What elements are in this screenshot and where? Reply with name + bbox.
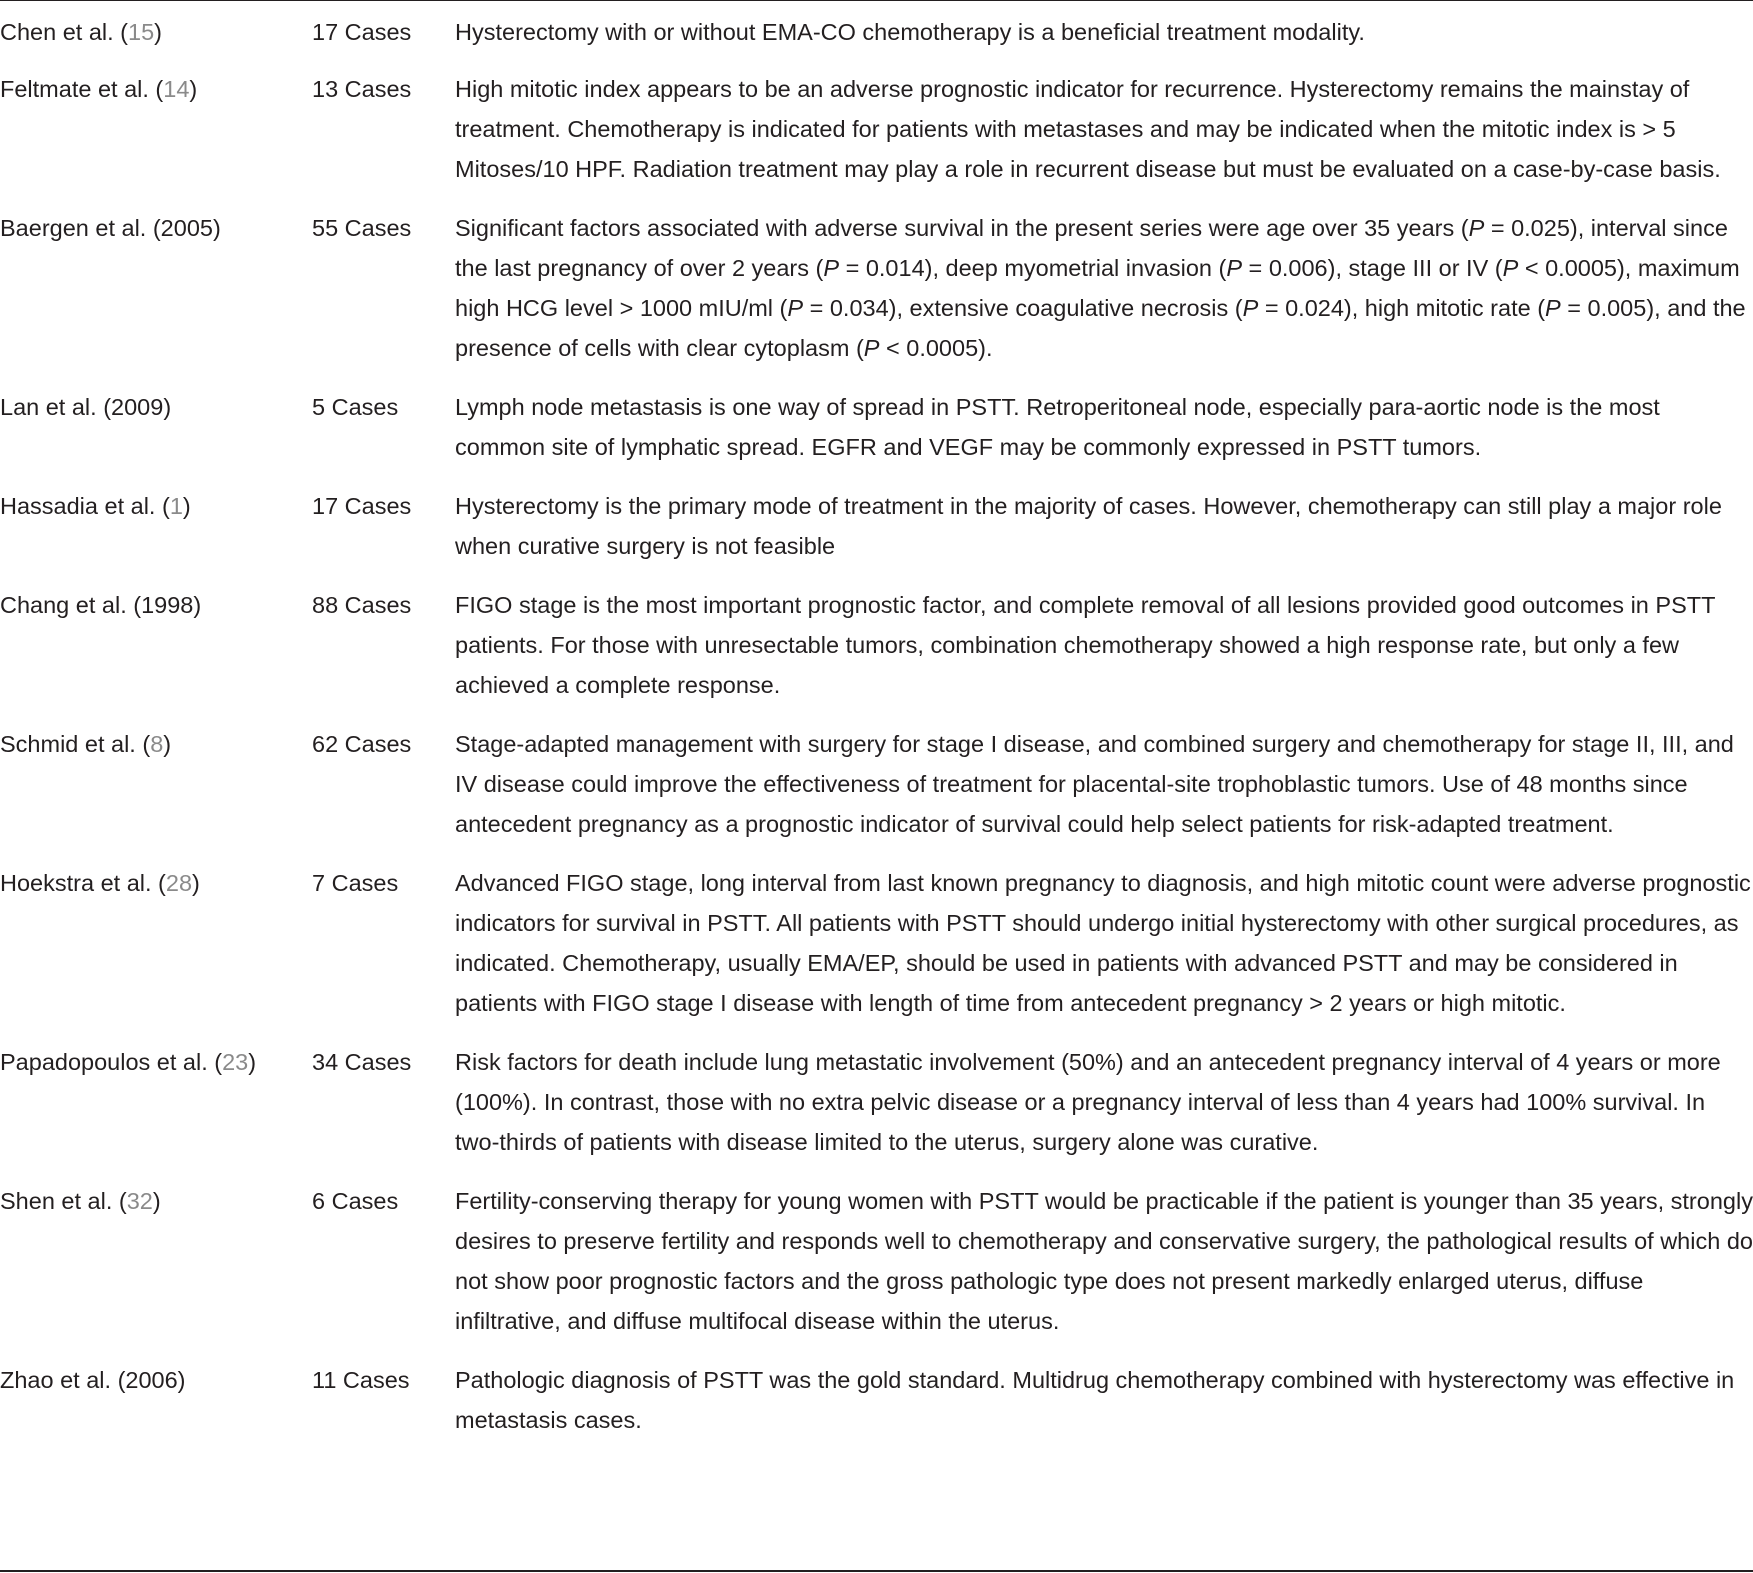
- conclusion-cell: Lymph node metastasis is one way of spread in PSTT. Retroperitoneal node, especially para-aortic node is the most common site of lymphatic spread. EGFR and VEGF may be commonly expressed in PSTT tumors.: [455, 394, 1660, 460]
- study-name: Papadopoulos et al. (: [0, 1049, 223, 1075]
- conclusion-text: = 0.024), high mitotic rate (: [1258, 295, 1546, 321]
- reference-link[interactable]: 28: [165, 870, 193, 896]
- study-name-suffix: ): [152, 1188, 161, 1214]
- study-name-suffix: ): [189, 76, 198, 102]
- table-row: [0, 387, 1753, 486]
- study-name: Baergen et al. (2005): [0, 215, 221, 241]
- table-top-rule: [0, 0, 1753, 1]
- table-row: [0, 1360, 1753, 1459]
- studies-table: [0, 12, 1753, 1459]
- study-name: Shen et al. (: [0, 1188, 127, 1214]
- conclusion-text: = 0.034), extensive coagulative necrosis (: [803, 295, 1243, 321]
- reference-link[interactable]: 23: [222, 1049, 249, 1075]
- study-cell: [0, 208, 312, 387]
- study-name: Zhao et al. (2006): [0, 1367, 186, 1393]
- study-cell: [0, 1181, 312, 1360]
- table-row: [0, 863, 1753, 1042]
- p-value-symbol: P: [1242, 295, 1259, 321]
- cases-cell: 6 Cases: [312, 1188, 399, 1214]
- table-row: [0, 208, 1753, 387]
- study-cell: [0, 724, 312, 863]
- study-cell: [0, 387, 312, 486]
- conclusion-cell: High mitotic index appears to be an adverse prognostic indicator for recurrence. Hysterectomy remains the mainstay of treatment. Chemotherapy is indicated for patients with metastases and may be indicated when the mitotic index is > 5 Mitoses/10 HPF. Radiation treatment may play a role in recurrent disease but must be evaluated on a case-by-case basis.: [455, 76, 1721, 182]
- conclusion-text: = 0.005), and the presence of cells with clear cytoplasm (: [455, 295, 1746, 361]
- p-value-symbol: P: [1226, 255, 1243, 281]
- study-cell: [0, 863, 312, 1042]
- study-cell: [0, 486, 312, 585]
- study-name: Hassadia et al. (: [0, 493, 170, 519]
- p-value-symbol: P: [1502, 255, 1519, 281]
- study-name-suffix: ): [248, 1049, 257, 1075]
- cases-cell: 62 Cases: [312, 731, 412, 757]
- reference-link[interactable]: 15: [128, 19, 155, 45]
- cases-cell: 7 Cases: [312, 870, 399, 896]
- conclusion-cell: Advanced FIGO stage, long interval from last known pregnancy to diagnosis, and high mitotic count were adverse prognostic indicators for survival in PSTT. All patients with PSTT should undergo initial hysterectomy with other surgical procedures, as indicated. Chemotherapy, usually EMA/EP, should be used in patients with advanced PSTT and may be considered in patients with FIGO stage I disease with length of time from antecedent pregnancy > 2 years or high mitotic.: [455, 870, 1751, 1016]
- study-name-suffix: ): [154, 19, 162, 45]
- study-cell: [0, 1360, 312, 1459]
- study-cell: [0, 12, 312, 69]
- study-name: Schmid et al. (: [0, 731, 151, 757]
- study-cell: [0, 1042, 312, 1181]
- conclusion-cell: FIGO stage is the most important prognostic factor, and complete removal of all lesions provided good outcomes in PSTT patients. For those with unresectable tumors, combination chemotherapy showed a high response rate, but only a few achieved a complete response.: [455, 592, 1716, 698]
- reference-link[interactable]: 8: [150, 731, 164, 757]
- table-row: [0, 486, 1753, 585]
- table-row: [0, 724, 1753, 863]
- conclusion-text: < 0.0005).: [879, 335, 993, 361]
- conclusion-cell: Fertility-conserving therapy for young women with PSTT would be practicable if the patient is younger than 35 years, strongly desires to preserve fertility and responds well to chemotherapy and conservative surgery, the pathological results of which do not show poor prognostic factors and the gross pathologic type does not present markedly enlarged uterus, diffuse infiltrative, and diffuse multifocal disease within the uterus.: [455, 1188, 1753, 1334]
- cases-cell: 34 Cases: [312, 1049, 412, 1075]
- study-name: Feltmate et al. (: [0, 76, 164, 102]
- studies-table-body: [0, 12, 1753, 1459]
- cases-cell: 88 Cases: [312, 592, 412, 618]
- table-row: [0, 1042, 1753, 1181]
- study-name: Chen et al. (: [0, 19, 129, 45]
- p-value-symbol: P: [787, 295, 804, 321]
- p-value-symbol: P: [1468, 215, 1485, 241]
- cases-cell: 5 Cases: [312, 394, 399, 420]
- table-row: [0, 12, 1753, 69]
- study-name-suffix: ): [182, 493, 191, 519]
- cases-cell: 11 Cases: [312, 1367, 410, 1393]
- reference-link[interactable]: 14: [163, 76, 190, 102]
- conclusion-cell: Stage-adapted management with surgery for stage I disease, and combined surgery and chemotherapy for stage II, III, and IV disease could improve the effectiveness of treatment for placental-site trophoblastic tumors. Use of 48 months since antecedent pregnancy as a prognostic indicator of survival could help select patients for risk-adapted treatment.: [455, 731, 1734, 837]
- table-row: [0, 1181, 1753, 1360]
- conclusion-cell: Risk factors for death include lung metastatic involvement (50%) and an antecedent pregnancy interval of 4 years or more (100%). In contrast, those with no extra pelvic disease or a pregnancy interval of less than 4 years had 100% survival. In two-thirds of patients with disease limited to the uterus, surgery alone was curative.: [455, 1049, 1721, 1155]
- conclusion-text: = 0.014), deep myometrial invasion (: [839, 255, 1227, 281]
- study-name: Chang et al. (1998): [0, 592, 202, 618]
- reference-link[interactable]: 1: [169, 493, 183, 519]
- table-row: [0, 585, 1753, 724]
- conclusion-cell: Pathologic diagnosis of PSTT was the gold standard. Multidrug chemotherapy combined with hysterectomy was effective in metastasis cases.: [455, 1367, 1735, 1433]
- conclusion-cell: Hysterectomy is the primary mode of treatment in the majority of cases. However, chemotherapy can still play a major role when curative surgery is not feasible: [455, 493, 1722, 559]
- study-name-suffix: ): [163, 731, 172, 757]
- cases-cell: 13 Cases: [312, 76, 412, 102]
- cases-cell: 17 Cases: [312, 493, 412, 519]
- study-cell: [0, 585, 312, 724]
- table-row: [0, 69, 1753, 208]
- study-name: Hoekstra et al. (: [0, 870, 166, 896]
- conclusion-cell: [455, 208, 1753, 387]
- conclusion-text: Significant factors associated with adverse survival in the present series were age over 35 years (: [455, 215, 1469, 241]
- conclusion-text: < 0.0005), maximum high HCG level > 1000 mIU/ml (: [455, 255, 1740, 321]
- conclusion-cell: Hysterectomy with or without EMA-CO chemotherapy is a beneficial treatment modality.: [455, 19, 1365, 45]
- conclusion-text: = 0.006), stage III or IV (: [1242, 255, 1503, 281]
- table-bottom-rule: [0, 1570, 1753, 1572]
- study-name-suffix: ): [192, 870, 200, 896]
- study-name: Lan et al. (2009): [0, 394, 172, 420]
- conclusion-text: = 0.025), interval since the last pregnancy of over 2 years (: [455, 215, 1728, 281]
- study-cell: [0, 69, 312, 208]
- p-value-symbol: P: [863, 335, 880, 361]
- cases-cell: 55 Cases: [312, 215, 412, 241]
- p-value-symbol: P: [823, 255, 840, 281]
- reference-link[interactable]: 32: [126, 1188, 153, 1214]
- p-value-symbol: P: [1545, 295, 1561, 321]
- cases-cell: 17 Cases: [312, 19, 412, 45]
